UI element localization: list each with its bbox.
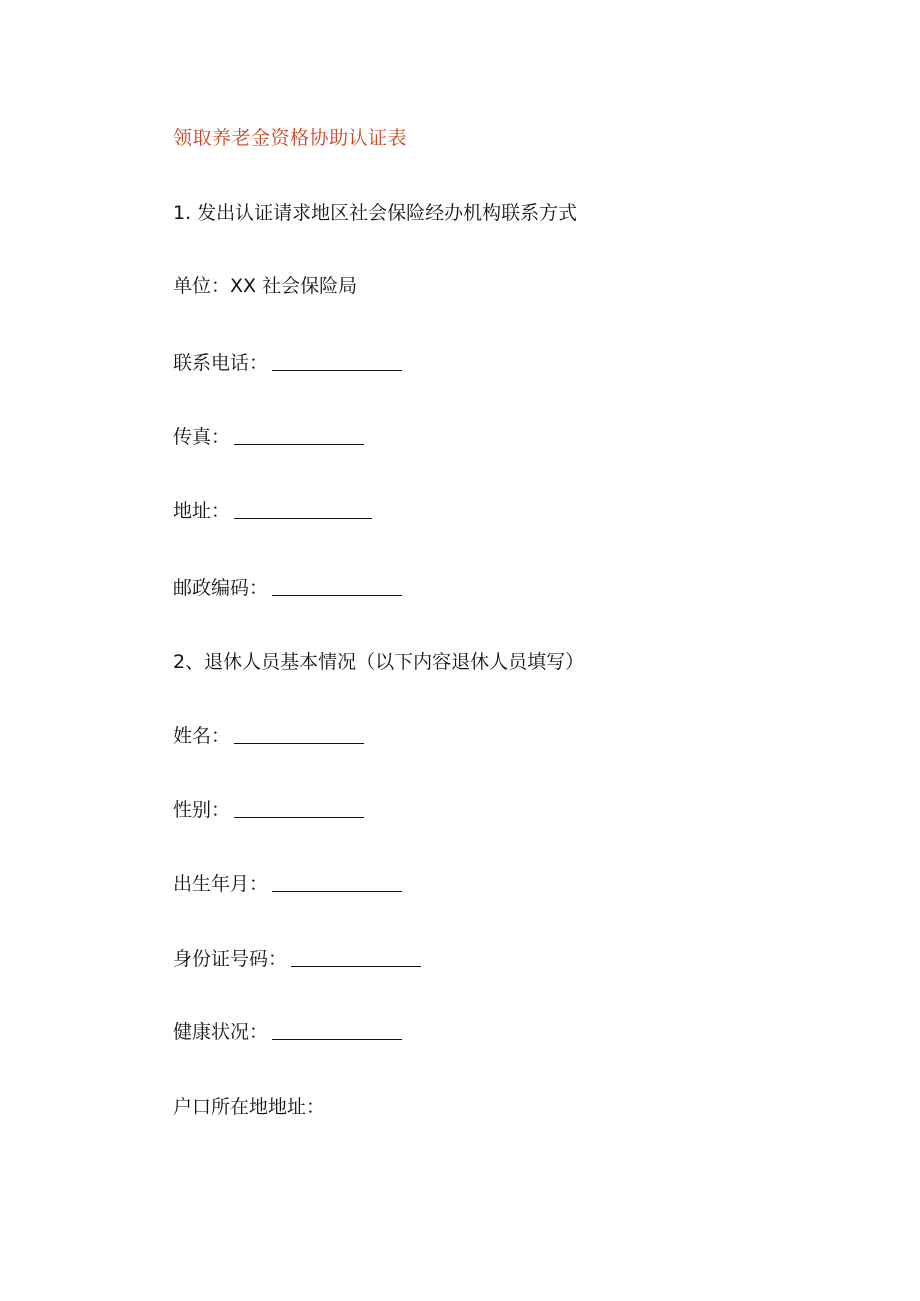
unit-label: 单位：XX 社会保险局 <box>173 275 358 297</box>
phone-field[interactable] <box>272 352 402 371</box>
health-field[interactable] <box>272 1021 402 1040</box>
fax-row <box>173 423 364 451</box>
phone-row <box>173 349 402 377</box>
birth-field[interactable] <box>272 873 402 892</box>
address-label: 地址： <box>173 500 231 522</box>
fax-field[interactable] <box>234 426 364 445</box>
household-address-row <box>173 1093 325 1121</box>
name-field[interactable] <box>234 725 364 744</box>
birth-row <box>173 870 402 898</box>
id-label: 身份证号码： <box>173 948 288 970</box>
health-label: 健康状况： <box>173 1021 269 1043</box>
postcode-row <box>173 574 402 602</box>
section2-heading <box>173 648 584 676</box>
gender-field[interactable] <box>234 799 364 818</box>
gender-row <box>173 796 364 824</box>
address-field[interactable] <box>234 500 372 519</box>
id-number-field[interactable] <box>291 948 421 967</box>
postcode-label: 邮政编码： <box>173 577 269 599</box>
section1-heading-text: 1. 发出认证请求地区社会保险经办机构联系方式 <box>173 202 578 224</box>
phone-label: 联系电话： <box>173 352 269 374</box>
section1-heading <box>173 199 577 227</box>
name-row <box>173 722 364 750</box>
birth-label: 出生年月： <box>173 873 269 895</box>
fax-label: 传真： <box>173 426 231 448</box>
postcode-field[interactable] <box>272 577 402 596</box>
household-address-label: 户口所在地地址： <box>173 1096 326 1118</box>
name-label: 姓名： <box>173 725 231 747</box>
document-title: 领取养老金资格协助认证表 <box>173 127 408 149</box>
section2-heading-text: 2、退休人员基本情况（以下内容退休人员填写） <box>173 651 585 673</box>
gender-label: 性别： <box>173 799 231 821</box>
id-row <box>173 945 421 973</box>
health-row <box>173 1018 402 1046</box>
unit-row <box>173 272 357 300</box>
address-row <box>173 497 372 525</box>
